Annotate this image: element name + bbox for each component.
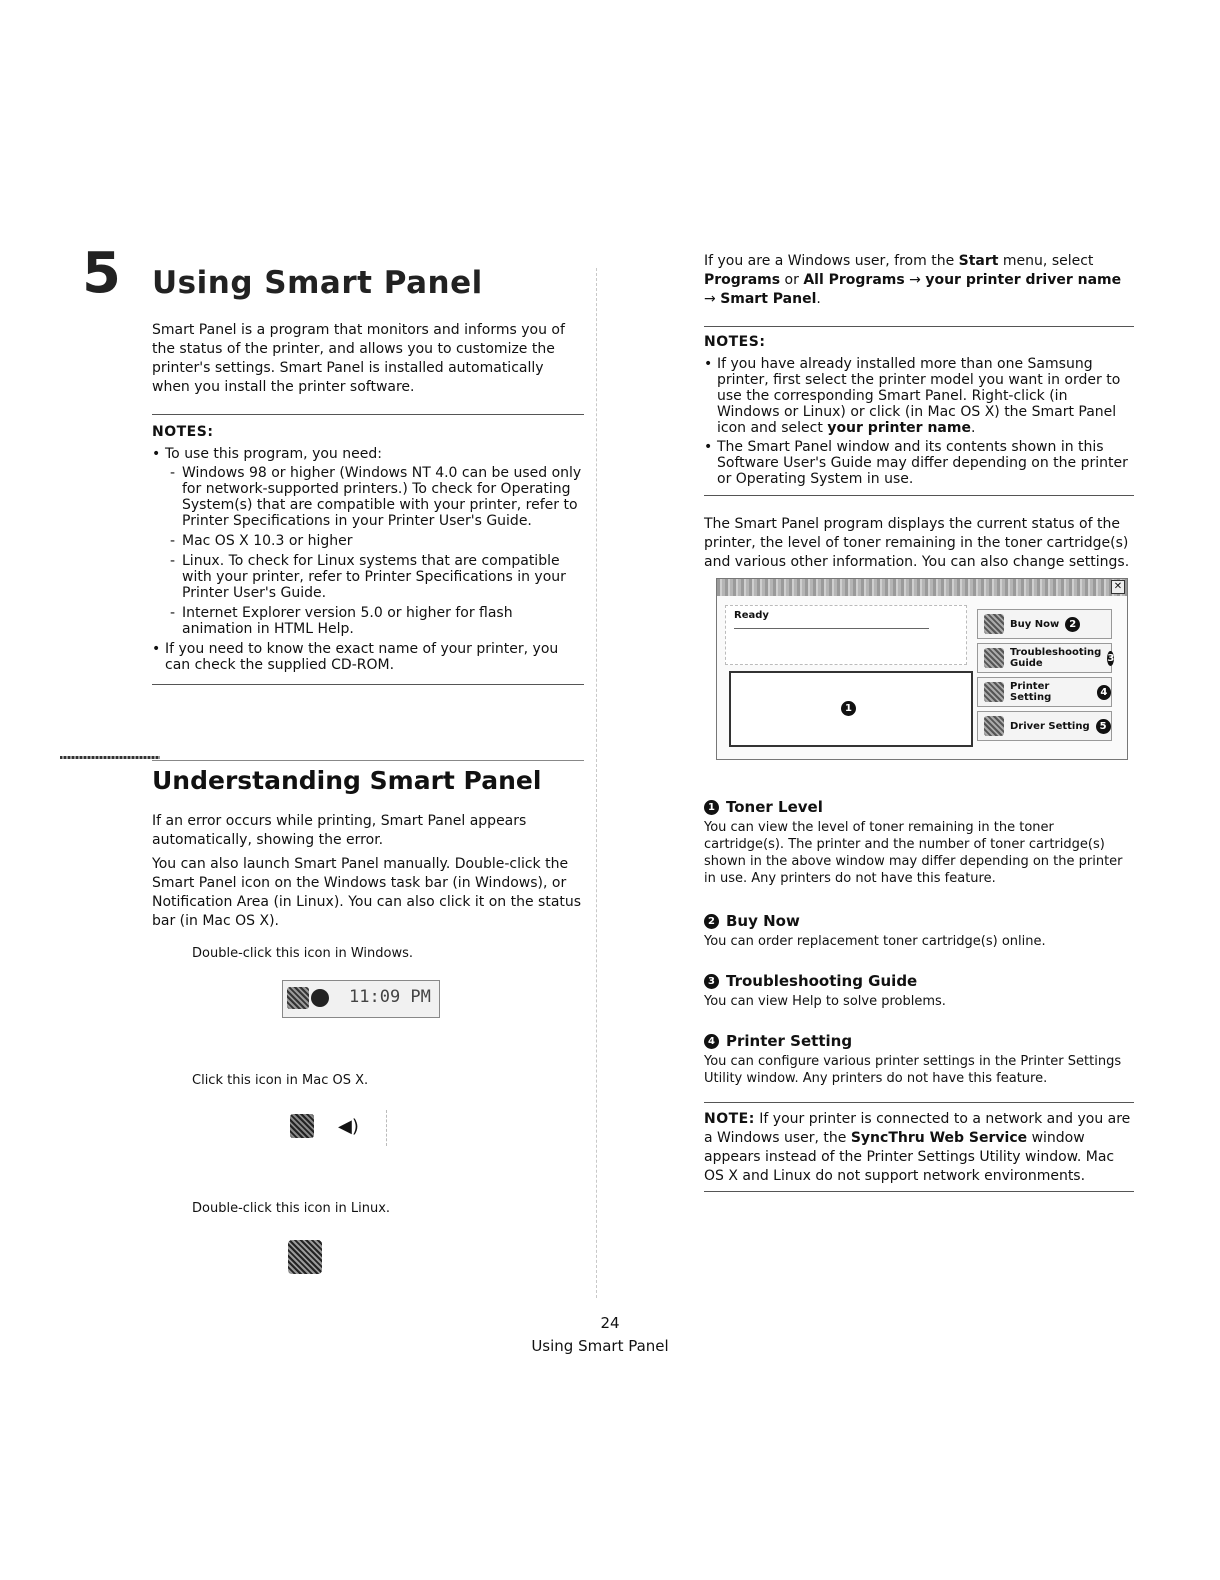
window-titlebar bbox=[717, 579, 1127, 596]
start-or: or bbox=[780, 272, 804, 288]
feature-printer-setting bbox=[704, 1032, 1134, 1087]
section-rule bbox=[152, 760, 584, 761]
chapter-title: Using Smart Panel bbox=[152, 265, 483, 301]
feature-title: Troubleshooting Guide bbox=[726, 972, 918, 990]
right-notes-list bbox=[704, 356, 1134, 490]
status-underline bbox=[734, 628, 929, 629]
program-description: The Smart Panel program displays the current status of the printer, the level of toner remaining in the toner cartridge(s) and various other information. You can also change settings. bbox=[704, 516, 1130, 570]
programs-label: Programs bbox=[704, 272, 781, 288]
caption-linux: Double-click this icon in Linux. bbox=[192, 1201, 391, 1216]
syncthru-label: SyncThru Web Service bbox=[850, 1130, 1028, 1146]
driver-setting-button[interactable] bbox=[977, 711, 1112, 741]
feature-title: Toner Level bbox=[726, 798, 823, 816]
cart-icon bbox=[984, 614, 1004, 634]
printer-setting-label: Printer Setting bbox=[1010, 681, 1052, 703]
tray-clock: 11:09 PM bbox=[349, 987, 431, 1007]
feature-desc: You can configure various printer settings in the Printer Settings Utility window. Any printers do not have this feature. bbox=[704, 1054, 1122, 1086]
toner-marker: 1 bbox=[841, 701, 856, 716]
start-menu-instruction bbox=[704, 252, 1134, 309]
caption-mac: Click this icon in Mac OS X. bbox=[192, 1073, 369, 1088]
toner-level-area bbox=[729, 671, 973, 747]
feature-heading bbox=[704, 912, 1134, 931]
notes-item-printer-name: • If you need to know the exact name of your printer, you can check the supplied CD-ROM. bbox=[152, 641, 584, 673]
mac-smart-panel-icon[interactable] bbox=[290, 1114, 314, 1138]
chapter-intro: Smart Panel is a program that monitors and informs you of the status of the printer, and allows you to customize the printer's settings. Smart Panel is installed automatically when you install the printer software. bbox=[152, 322, 565, 395]
notes-heading: NOTES: bbox=[152, 424, 214, 440]
note1-end: . bbox=[970, 420, 976, 436]
bottom-note bbox=[704, 1110, 1134, 1186]
feature-title: Printer Setting bbox=[726, 1032, 853, 1050]
status-badge-icon bbox=[311, 989, 329, 1007]
buy-now-button[interactable] bbox=[977, 609, 1112, 639]
column-divider bbox=[596, 268, 597, 1298]
footer-title: Using Smart Panel bbox=[531, 1337, 669, 1355]
close-icon[interactable]: ✕ bbox=[1111, 580, 1125, 594]
bottom-note-bottom-rule bbox=[704, 1191, 1134, 1192]
requirement-ie: - Internet Explorer version 5.0 or higher for flash animation in HTML Help. bbox=[165, 605, 584, 637]
feature-heading bbox=[704, 798, 1134, 817]
bottom-note-top-rule bbox=[704, 1102, 1134, 1103]
driver-setting-label: Driver Setting bbox=[1010, 720, 1090, 732]
feature-marker: 1 bbox=[704, 800, 719, 815]
section-marker bbox=[60, 756, 160, 759]
smart-panel-label: Smart Panel bbox=[720, 291, 817, 307]
bottom-note-pre: If your printer is connected to a network and you are a Windows user, the bbox=[704, 1111, 1131, 1146]
right-notes-heading: NOTES: bbox=[704, 334, 766, 350]
feature-heading bbox=[704, 1032, 1134, 1051]
feature-desc: You can order replacement toner cartridge(s) online. bbox=[704, 934, 1046, 949]
caption-windows: Double-click this icon in Windows. bbox=[192, 946, 414, 961]
feature-troubleshooting bbox=[704, 972, 1134, 1010]
troubleshooting-marker: 3 bbox=[1107, 652, 1115, 664]
chapter-number: 5 bbox=[82, 241, 121, 306]
start-end: . bbox=[816, 291, 821, 307]
arrow-2: → bbox=[704, 291, 721, 307]
buy-now-label: Buy Now bbox=[1010, 618, 1060, 630]
buy-now-marker: 2 bbox=[1065, 617, 1080, 632]
feature-marker: 4 bbox=[704, 1034, 719, 1049]
smart-panel-window bbox=[716, 578, 1128, 760]
understanding-p1: If an error occurs while printing, Smart Panel appears automatically, showing the error. bbox=[152, 813, 527, 848]
troubleshooting-guide-button[interactable] bbox=[977, 643, 1115, 673]
all-programs-label: All Programs bbox=[803, 272, 905, 288]
notes-bottom-rule bbox=[152, 684, 584, 685]
status-text: Ready bbox=[734, 610, 769, 621]
right-notes-top-rule bbox=[704, 326, 1134, 327]
feature-title: Buy Now bbox=[726, 912, 800, 930]
feature-marker: 2 bbox=[704, 914, 719, 929]
note-window-may-differ: • The Smart Panel window and its contents shown in this Software User's Guide may differ depending on the printer or Operating System in use. bbox=[704, 439, 1134, 487]
requirement-windows: - Windows 98 or higher (Windows NT 4.0 can be used only for network-supported printers.) To check for Operating System(s) that are compatible with your printer, refer to Printer Specifications in your Printer User's Guide. bbox=[165, 465, 584, 529]
start-pre: If you are a Windows user, from the bbox=[704, 253, 959, 269]
feature-buy-now bbox=[704, 912, 1134, 950]
driver-name-label: your printer driver name bbox=[925, 272, 1122, 288]
bottom-note-heading: NOTE: bbox=[704, 1111, 755, 1127]
requirement-linux: - Linux. To check for Linux systems that are compatible with your printer, refer to Printer Specifications in your Printer User's Guide. bbox=[165, 553, 584, 601]
troubleshooting-label: Troubleshooting Guide bbox=[1010, 647, 1102, 669]
driver-icon bbox=[984, 716, 1004, 736]
notes-list bbox=[152, 446, 584, 676]
status-box bbox=[725, 605, 967, 665]
smart-panel-tray-icon[interactable] bbox=[287, 987, 309, 1009]
note1-text: If you have already installed more than one Samsung printer, first select the printer model you want in order to use the corresponding Smart Panel. Right-click (in Windows or Linux) or click (in Mac OS X) the Smart Panel icon and select bbox=[717, 356, 1121, 436]
page-number: 24 bbox=[600, 1314, 620, 1332]
feature-marker: 3 bbox=[704, 974, 719, 989]
note1-bold: your printer name bbox=[827, 420, 971, 436]
start-mid: menu, select bbox=[998, 253, 1094, 269]
understanding-p2: You can also launch Smart Panel manually. Double-click the Smart Panel icon on the Windows task bar (in Windows), or Notification Area (in Linux). You can also click it on the status bar (in Mac OS X). bbox=[152, 856, 582, 929]
feature-desc: You can view the level of toner remaining in the toner cartridge(s). The printer and the number of toner cartridge(s) shown in the above window may differ depending on the printer in use. Any printers do not have this feature. bbox=[704, 820, 1123, 886]
printer-icon bbox=[984, 682, 1004, 702]
feature-toner-level bbox=[704, 798, 1134, 887]
notes-item-requirements-text: To use this program, you need: bbox=[165, 446, 382, 462]
printer-setting-button[interactable] bbox=[977, 677, 1112, 707]
printer-setting-marker: 4 bbox=[1097, 685, 1111, 700]
notes-item-requirements bbox=[152, 446, 584, 637]
feature-desc: You can view Help to solve problems. bbox=[704, 994, 946, 1009]
bottom-note-post: window appears instead of the Printer Settings Utility window. Mac OS X and Linux do not support network environments. bbox=[704, 1130, 1115, 1184]
requirement-mac: - Mac OS X 10.3 or higher bbox=[165, 533, 584, 549]
help-icon bbox=[984, 648, 1004, 668]
windows-tray bbox=[282, 980, 440, 1018]
section-title: Understanding Smart Panel bbox=[152, 766, 542, 795]
speaker-icon: ◀︎) bbox=[338, 1116, 359, 1137]
right-notes-bottom-rule bbox=[704, 495, 1134, 496]
feature-heading bbox=[704, 972, 1134, 991]
note-multiple-printers bbox=[704, 356, 1134, 436]
start-menu-label: Start bbox=[958, 253, 999, 269]
arrow-1: → bbox=[904, 272, 926, 288]
mac-menubar-divider bbox=[386, 1110, 387, 1146]
driver-setting-marker: 5 bbox=[1096, 719, 1111, 734]
linux-smart-panel-icon[interactable] bbox=[288, 1240, 322, 1274]
notes-top-rule bbox=[152, 414, 584, 415]
